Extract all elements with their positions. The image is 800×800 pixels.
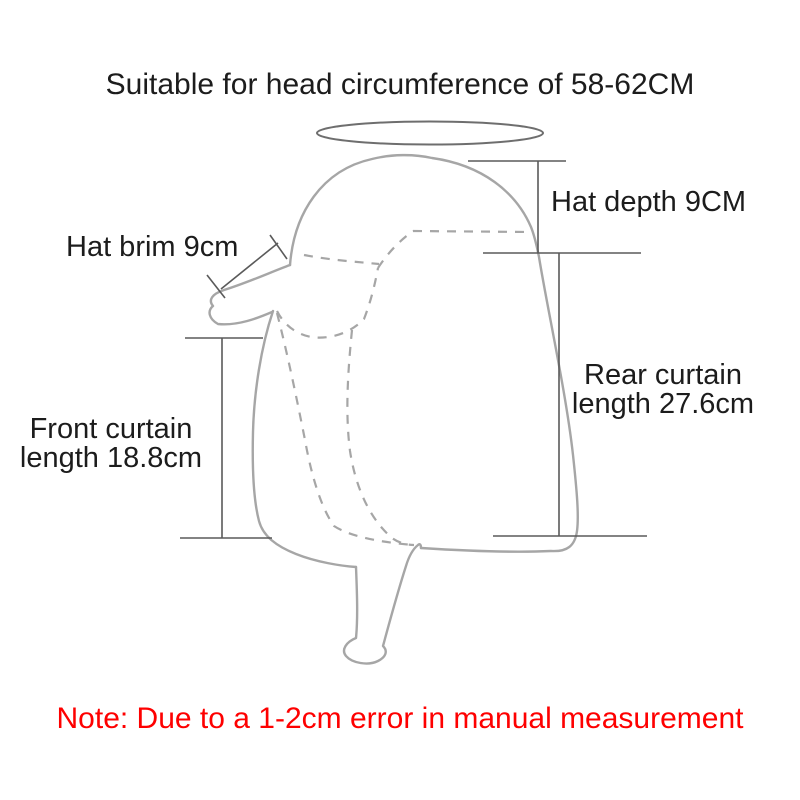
rear-curtain-label-line2: length 27.6cm — [571, 388, 755, 420]
chin-strap — [344, 544, 421, 663]
rear-curtain-label-line1: Rear curtain — [584, 359, 742, 391]
hat-crown-outline — [290, 155, 578, 552]
hat-depth-label: Hat depth 9CM — [551, 186, 747, 218]
hat-brim-label: Hat brim 9cm — [66, 231, 239, 263]
seam-dashed-lines — [277, 231, 531, 545]
head-circumference-ellipse — [317, 122, 543, 145]
front-curtain-label-line1: Front curtain — [29, 413, 193, 445]
front-curtain-label — [0, 415, 222, 473]
rear-curtain-label — [545, 361, 781, 419]
diagram-title: Suitable for head circumference of 58-62CM — [105, 68, 695, 101]
front-curtain-label-line2: length 18.8cm — [19, 442, 203, 474]
measurement-note: Note: Due to a 1-2cm error in manual measurement — [56, 702, 744, 735]
